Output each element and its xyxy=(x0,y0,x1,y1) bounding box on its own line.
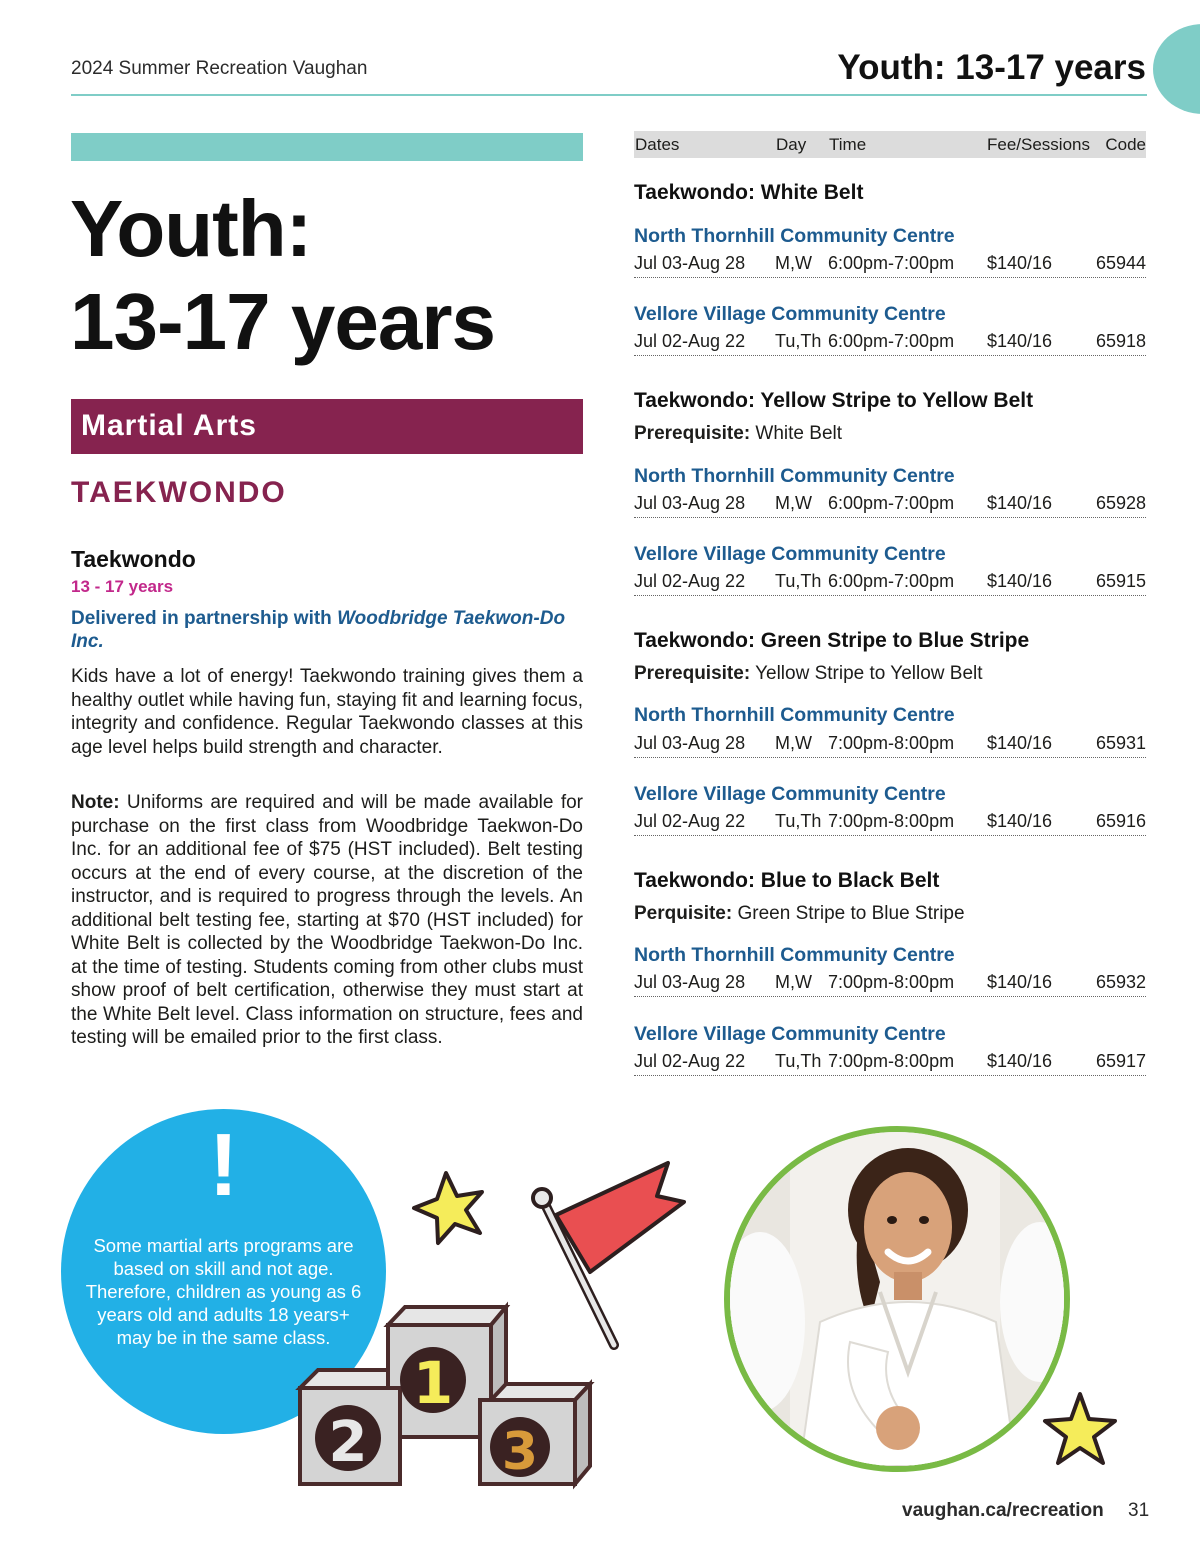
location-name: Vellore Village Community Centre xyxy=(634,303,946,325)
row-dates: Jul 03-Aug 28 xyxy=(634,972,746,992)
section-bar-label: Martial Arts xyxy=(81,409,257,442)
location-name: North Thornhill Community Centre xyxy=(634,465,955,487)
row-time: 6:00pm-7:00pm xyxy=(828,253,955,273)
page-title-line-1: Youth: xyxy=(70,184,312,273)
exclamation-icon: ! xyxy=(208,1115,239,1214)
row-time: 6:00pm-7:00pm xyxy=(828,331,955,351)
note-label: Note: xyxy=(71,792,120,813)
row-fee: $140/16 xyxy=(987,331,1053,351)
course-title: Taekwondo: Green Stripe to Blue Stripe xyxy=(634,629,1030,652)
page-title-line-2: 13-17 years xyxy=(70,277,495,366)
row-day: M,W xyxy=(775,972,812,992)
header-time: Time xyxy=(829,135,867,154)
section-title: Youth: 13-17 years xyxy=(837,48,1146,87)
podium-first: 1 xyxy=(412,1349,454,1417)
prereq-value: Yellow Stripe to Yellow Belt xyxy=(750,663,983,684)
program-description: Kids have a lot of energy! Taekwondo training gives them a healthy outlet while having fun, staying fit and learning focus, integrity and confidence. Regular Taekwondo classes at this age level helps build strength and character. xyxy=(71,666,583,758)
row-time: 7:00pm-8:00pm xyxy=(828,733,955,753)
row-dates: Jul 02-Aug 22 xyxy=(634,1051,746,1071)
header-dates: Dates xyxy=(635,135,680,154)
location-name: Vellore Village Community Centre xyxy=(634,1023,946,1045)
partner-name: Woodbridge Taekwon-Do Inc. xyxy=(71,608,566,652)
row-day: M,W xyxy=(775,493,812,513)
course-title: Taekwondo: White Belt xyxy=(634,181,864,204)
prereq-value: White Belt xyxy=(750,423,843,444)
podium-illustration xyxy=(300,1307,590,1484)
row-fee: $140/16 xyxy=(987,811,1053,831)
row-code: 65918 xyxy=(1095,331,1146,351)
row-time: 6:00pm-7:00pm xyxy=(828,571,955,591)
prereq-value: Green Stripe to Blue Stripe xyxy=(732,903,965,924)
publication-title: 2024 Summer Recreation Vaughan xyxy=(71,58,368,79)
note-text: Uniforms are required and will be made available for purchase on the first class from Woodbridge Taekwon-Do Inc. for an additional fee of $75 (HST included). Belt testing occurs at the end of every course, at the discretion of the instructor, and is required to progress through the levels. An additional belt testing fee, starting at $70 (HST included) for White Belt is collected by the Woodbridge Taekwon-Do Inc. at the time of testing. Students coming from other clubs must show proof of belt certification, otherwise they must start at the White Belt level. Class information on structure, fees and testing will be emailed prior to the first class. xyxy=(71,792,583,1048)
footer-url[interactable]: vaughan.ca/recreation xyxy=(902,1500,1104,1521)
location-name: North Thornhill Community Centre xyxy=(634,944,955,966)
header-code: Code xyxy=(1105,135,1146,154)
row-day: M,W xyxy=(775,733,812,753)
row-time: 7:00pm-8:00pm xyxy=(828,972,955,992)
row-fee: $140/16 xyxy=(987,253,1053,273)
photo-illustration xyxy=(730,1132,1064,1466)
row-fee: $140/16 xyxy=(987,571,1053,591)
row-code: 65932 xyxy=(1095,972,1146,992)
category-heading: TAEKWONDO xyxy=(71,476,287,509)
program-age: 13 - 17 years xyxy=(71,577,174,596)
row-code: 65931 xyxy=(1095,733,1146,753)
row-fee: $140/16 xyxy=(987,972,1053,992)
flag-icon xyxy=(533,1163,684,1345)
row-dates: Jul 03-Aug 28 xyxy=(634,733,746,753)
row-time: 7:00pm-8:00pm xyxy=(828,1051,955,1071)
prereq-label: Perquisite: xyxy=(634,903,733,924)
partner-prefix: Delivered in partnership with xyxy=(71,608,338,629)
podium-third: 3 xyxy=(501,1422,539,1482)
row-dates: Jul 02-Aug 22 xyxy=(634,571,746,591)
location-name: Vellore Village Community Centre xyxy=(634,543,946,565)
row-dates: Jul 02-Aug 22 xyxy=(634,811,746,831)
location-name: North Thornhill Community Centre xyxy=(634,704,955,726)
program-title: Taekwondo xyxy=(71,546,196,572)
row-code: 65928 xyxy=(1095,493,1146,513)
course-title: Taekwondo: Blue to Black Belt xyxy=(634,869,940,892)
podium-second: 2 xyxy=(328,1410,368,1475)
prereq-label: Prerequisite: xyxy=(634,423,751,444)
row-fee: $140/16 xyxy=(987,493,1053,513)
row-code: 65917 xyxy=(1095,1051,1146,1071)
row-fee: $140/16 xyxy=(987,733,1053,753)
page-number: 31 xyxy=(1128,1500,1150,1521)
row-day: Tu,Th xyxy=(775,331,822,351)
row-dates: Jul 02-Aug 22 xyxy=(634,331,746,351)
row-dates: Jul 03-Aug 28 xyxy=(634,253,746,273)
row-code: 65944 xyxy=(1095,253,1146,273)
row-dates: Jul 03-Aug 28 xyxy=(634,493,746,513)
row-time: 6:00pm-7:00pm xyxy=(828,493,955,513)
location-name: North Thornhill Community Centre xyxy=(634,225,955,247)
student-photo xyxy=(724,1126,1070,1472)
location-name: Vellore Village Community Centre xyxy=(634,783,946,805)
star-icon xyxy=(414,1173,482,1243)
row-day: Tu,Th xyxy=(775,811,822,831)
header-day: Day xyxy=(776,135,807,154)
row-day: Tu,Th xyxy=(775,571,822,591)
header-fee: Fee/Sessions xyxy=(987,135,1090,154)
course-title: Taekwondo: Yellow Stripe to Yellow Belt xyxy=(634,389,1034,412)
row-code: 65915 xyxy=(1095,571,1146,591)
row-fee: $140/16 xyxy=(987,1051,1053,1071)
callout-text: Some martial arts programs are based on skill and not age. Therefore, children as young as 6 years old and adults 18 years+ may be in the same class. xyxy=(85,1235,362,1348)
row-code: 65916 xyxy=(1095,811,1146,831)
prereq-label: Prerequisite: xyxy=(634,663,751,684)
row-day: Tu,Th xyxy=(775,1051,822,1071)
row-time: 7:00pm-8:00pm xyxy=(828,811,955,831)
row-day: M,W xyxy=(775,253,812,273)
